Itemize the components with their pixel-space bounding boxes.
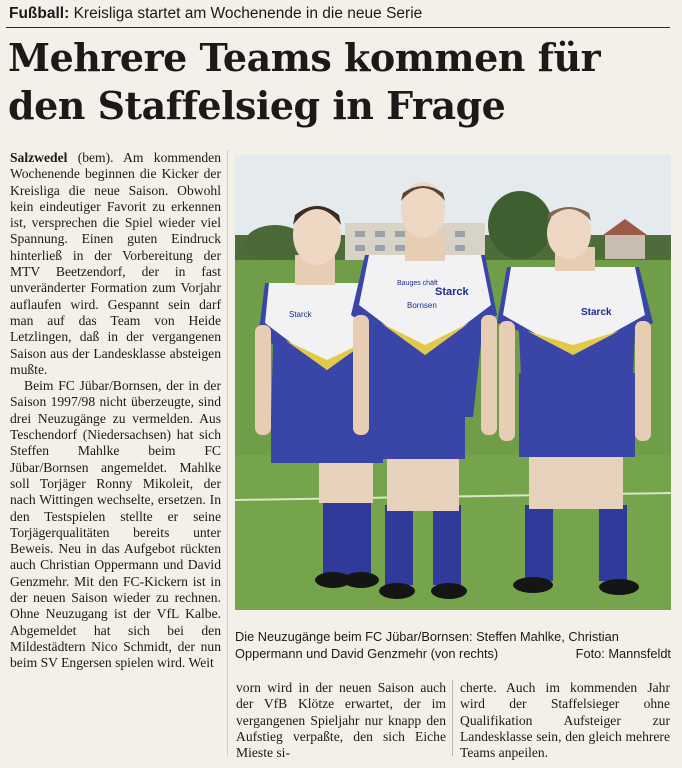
column-divider xyxy=(227,150,228,756)
jersey-sponsor-right: Starck xyxy=(581,307,612,318)
article-paragraph-1-text: (bem). Am kommenden Wochenende beginnen die Kicker der Kreisliga die neue Saison. Obwohl kein eindeutiger Favorit zu erkennen ist, versprechen die Spiel wieder viel Spannung. Einen guten Eindruck hinterließ in der Vorbereitung der MTV Beetzendorf, der in fast unveränderter Formation zum Vorjahr auflaufen wird. Gespannt sein darf man auf das Team von Heide Letzlingen, daß in der vergangenen Saison aus der Landesklasse absteigen mußte. xyxy=(10,150,221,377)
headline-line-2: den Staffelsieg in Frage xyxy=(8,83,506,128)
jersey-sponsor-middle-line2: Bornsen xyxy=(407,301,437,310)
article-paragraph-2: Beim FC Jübar/Bornsen, der in der Saison 1997/98 nicht überzeugte, sind drei Neuzugänge zu vermelden. Aus Teschendorf (Niedersachsen) hat sich Steffen Mahlke beim FC Jübar/Bornsen angemeldet. Mahlke soll Torjäger Ronny Mikoleit, der nach Wittingen wechselte, ersetzen. In den Testspielen stellte er seine Torjägerqualitäten bereits unter Beweis. Neu in das Aufgebot rückten auch Christian Oppermann und David Genzmehr. Mit den FC-Kickern ist in der neuen Saison wieder zu rechnen. Ohne Neuzugang ist der VfL Kalbe. Abgemeldet hat sich bei den Mildestädtern Nico Schmidt, der nun beim SV Engersen spielen wird. Weit xyxy=(10,378,221,671)
article-column-3 xyxy=(460,680,670,761)
article-paragraph-1 xyxy=(10,150,221,378)
kicker-line xyxy=(9,4,669,24)
kicker-rule xyxy=(6,27,670,28)
article-column-1 xyxy=(10,150,221,672)
kicker-text: Kreisliga startet am Wochenende in die neue Serie xyxy=(73,5,423,22)
column-divider-2 xyxy=(452,680,453,756)
caption-text: Die Neuzugänge beim FC Jübar/Bornsen: Steffen Mahlke, Christian Oppermann und David Genzmehr (von rechts) xyxy=(235,629,619,661)
jersey-sponsor-middle-line1: Bauges chäft xyxy=(397,280,438,287)
article-column-3-text: cherte. Auch im kommenden Jahr wird der Staffelsieger ohne Qualifikation Aufsteiger zur Landesklasse sein, den gleich mehrere Teams anpeilen. xyxy=(460,680,670,761)
headline xyxy=(8,34,670,130)
photo-caption xyxy=(235,628,671,662)
photo-credit: Foto: Mannsfeldt xyxy=(575,646,671,661)
jersey-sponsor-middle: Starck xyxy=(435,286,469,298)
team-photo xyxy=(235,155,671,610)
kicker-label: Fußball: xyxy=(9,5,70,22)
jersey-sponsor-left: Starck xyxy=(289,310,312,319)
headline-line-1: Mehrere Teams kommen für xyxy=(8,35,601,80)
article-column-2 xyxy=(236,680,446,761)
dateline: Salzwedel xyxy=(10,150,68,165)
article-column-2-text: vorn wird in der neuen Saison auch der VfB Klötze erwartet, der im vergangenen Spieljahr nur knapp den Aufstieg verpaßte, den sich Eiche Mieste si- xyxy=(236,680,446,761)
